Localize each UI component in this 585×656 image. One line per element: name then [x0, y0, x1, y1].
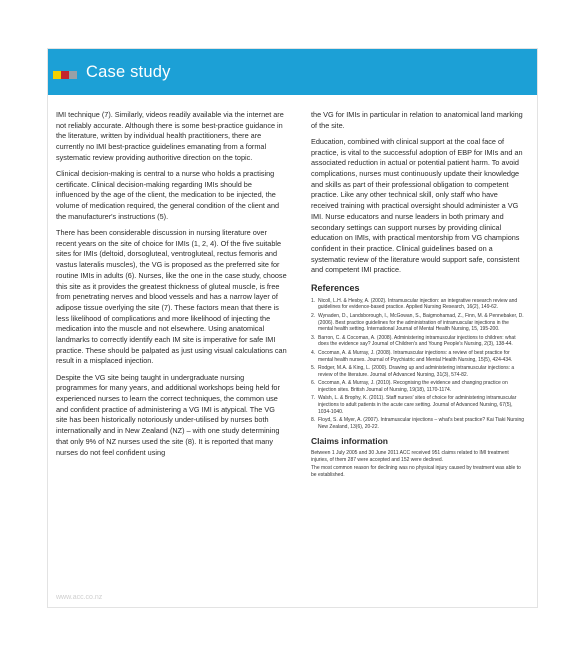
- paragraph: IMI technique (7). Similarly, videos readily available via the internet are not reliably accurate. Although there is some best-practice guidance in the literature, written by individual health practitioners, there are currently no IMI best-practice guidelines emanating from a formal systematic review providing authoritive direction on the topic.: [56, 110, 284, 162]
- header-banner: [48, 49, 538, 95]
- reference-item: [311, 365, 525, 378]
- red-square: [61, 71, 69, 79]
- paragraph: Clinical decision-making is central to a nurse who holds a practising certificate. Clinical decision-making regarding IMIs should be influenced by the age of the client, the medication to be injected, the volume of medication required, the general condition of the client and the manufacturer's instructions (5).: [56, 169, 280, 221]
- reference-number: 3.: [311, 334, 316, 341]
- grey-square: [69, 71, 77, 79]
- reference-text: Floyd, S. & Myer, A. (2007). Intramuscular injections – what's best practice? Kai Tiaki Nursing New Zealand, 13(6), 20-22.: [318, 417, 525, 430]
- reference-item: [311, 350, 525, 363]
- paragraph: the VG for IMIs in particular in relation to anatomical land marking of the site.: [311, 110, 523, 130]
- reference-item: [311, 313, 525, 333]
- reference-number: 2.: [311, 312, 316, 319]
- reference-number: 8.: [311, 417, 316, 424]
- reference-text: Barron, C. & Cocoman, A. (2008). Administering intramuscular injections to children: what does the evidence say? Journal of Children's and Young People's Nursing, 2(3), 138-44.: [318, 334, 516, 348]
- paragraph: Education, combined with clinical support at the coal face of practice, is vital to the successful adoption of EBP for IMIs and an associated reduction in actual or potential patient harm. To avoid complications, nurses must continuously update their knowledge and skills as part of their professional obligation to competent practice. Like any other technical skill, only staff who have received training with practical oversight should administer a VG IMI. Nurse educators and nurse leaders in both primary and secondary settings can support nurses by providing clinical education on IMIs, with practical mentorship from VG champions confident in their practice. Clinical guidelines based on a systematic review of the literature would support safe, consistent and competent IMI practice.: [311, 136, 523, 275]
- yellow-square: [53, 71, 61, 79]
- reference-number: 4.: [311, 349, 316, 356]
- claims-text: The most common reason for declining was no physical injury caused by treatment was able to be established.: [311, 465, 521, 478]
- reference-text: Nicoll, L.H. & Hesby, A. (2002). Intramuscular injection: an integrative research review and guidelines for evidence-based practice. Applied Nursing Research, 16(2), 149-62.: [318, 297, 518, 311]
- references-heading: References: [311, 283, 360, 294]
- reference-text: Cocoman, A. & Murray, J. (2008). Intramuscular injections: a review of best practice for mental health nurses. Journal of Psychiatric and Mental Health Nursing, 15(5), 424-434.: [318, 349, 513, 363]
- right-column: [311, 110, 525, 481]
- paragraph: Despite the VG site being taught in undergraduate nursing programmes for many years, and additional workshops being held for experienced nurses to learn the correct techniques, the common use and confident practice of administering a VG IMI is atypical. The VG site has been historically notoriously under-utilised by nurses both internationally and in New Zealand (NZ) – with one study determining that only 9% of NZ nurses used the site (8). It is reported that many nurses do not feel confident using: [56, 372, 280, 457]
- reference-item: [311, 335, 525, 348]
- reference-text: Walsh, L. & Brophy, K. (2011). Staff nurses' sites of choice for administering intramuscular injections to adult patients in the acute care setting. Journal of Advanced Nursing, 67(5), 1034-1040.: [318, 395, 517, 415]
- document-page: [47, 48, 538, 608]
- references-list: [311, 298, 525, 431]
- reference-item: [311, 298, 525, 311]
- reference-text: Cocoman, A. & Murray, J. (2010). Recognising the evidence and changing practice on injection sites. British Journal of Nursing, 19(18), 1170-1174.: [318, 380, 508, 393]
- paragraph: There has been considerable discussion in nursing literature over recent years on the site of choice for IMIs (1, 2, 4). Of the five suitable sites for IMIs (deltoid, dorsogluteal, ventrogluteal, rectus femoris and vastus lateralis muscles), the VG is proposed as the preferred site for routine IMIs in adults (6). Nurses, like the one in the case study, choose this site as it provides the greatest thickness of gluteal muscle, is free from penetrating nerves and blood vessels and has a narrow layer of adipose tissue overlying the site (7). These factors mean that there is less likelihood of complications and more likelihood of injecting the medication into the muscle and not elsewhere. Using anatomical landmarks to correctly identify each IM site is imperative for safe IMI practice. These should be palpated as just using visual calculations can result in a misplaced injection.: [56, 228, 287, 366]
- reference-number: 5.: [311, 365, 316, 372]
- claims-text: Between 1 July 2005 and 30 June 2011 ACC received 951 claims related to IMI treatment injuries, of them 287 were accepted and 152 were declined.: [311, 450, 509, 463]
- reference-text: Rodger, M.A. & King, L. (2000). Drawing up and administering intramuscular injections: a review of the literature. Journal of Advanced Nursing, 31(3), 574-82.: [318, 365, 515, 378]
- color-squares: [53, 71, 77, 79]
- reference-number: 7.: [311, 395, 316, 402]
- reference-item: [311, 395, 525, 415]
- reference-number: 6.: [311, 380, 316, 387]
- reference-item: [311, 417, 525, 430]
- reference-text: Wynaden, D., Landsborough, I., McGowan, S., Baigmohamad, Z., Finn, M. & Pennebaker, D. (2006). Best practice guidelines for the administration of intramuscular injections in the mental health setting. International Journal of Mental Health Nursing, 15, 195-200.: [318, 312, 524, 333]
- reference-number: 1.: [311, 297, 316, 304]
- reference-item: [311, 380, 525, 393]
- claims-heading: Claims information: [311, 436, 388, 447]
- page-title: Case study: [86, 63, 171, 81]
- footer-faint-text: www.acc.co.nz: [56, 594, 103, 601]
- left-column: [56, 110, 287, 464]
